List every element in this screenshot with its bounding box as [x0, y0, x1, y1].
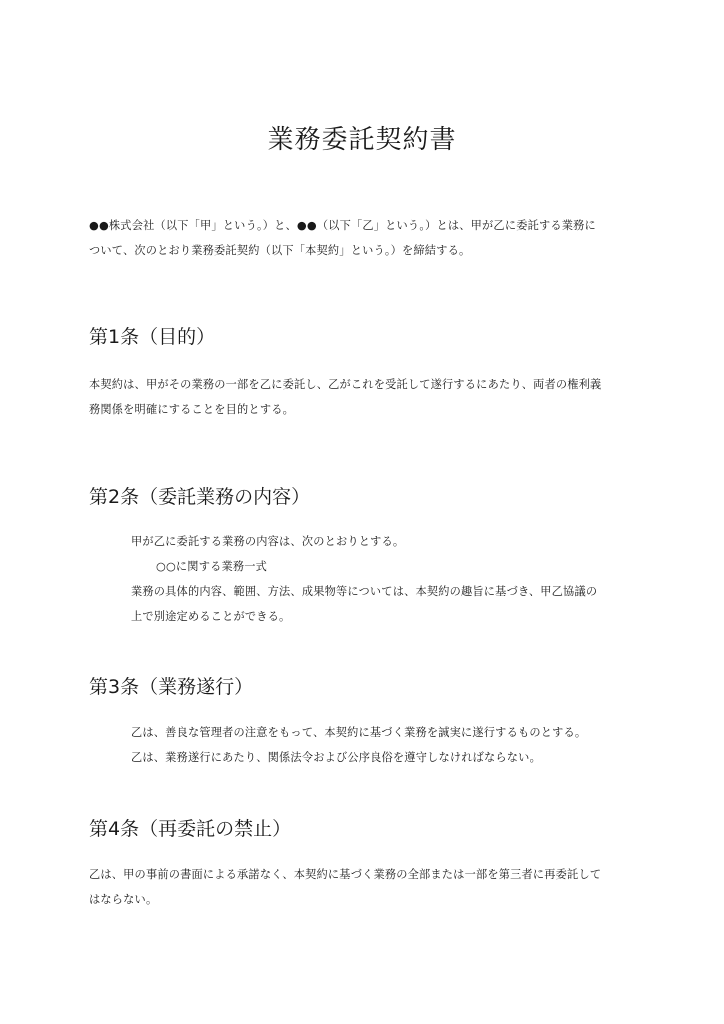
document-title: 業務委託契約書: [267, 125, 457, 155]
article-2-text: 業務の具体的内容、範囲、方法、成果物等については、本契約の趣旨に基づき、甲乙協議の: [131, 585, 598, 598]
article-1-heading: 第1条（目的）: [89, 326, 216, 348]
article-2-heading: 第2条（委託業務の内容）: [89, 486, 311, 508]
article-1-text: 本契約は、甲がその業務の一部を乙に委託し、乙がこれを受託して遂行するにあたり、両者の権利義: [89, 378, 602, 391]
article-3-heading: 第3条（業務遂行）: [89, 676, 254, 698]
preamble-line: ●●株式会社（以下「甲」という。）と、●●（以下「乙」という。）とは、甲が乙に委託する業務に: [89, 219, 596, 232]
article-2-item: ○○に関する業務一式: [156, 560, 268, 573]
article-3-text: 乙は、業務遂行にあたり、関係法令および公序良俗を遵守しなければならない。: [131, 751, 541, 764]
article-2-text: 上で別途定めることができる。: [131, 610, 291, 623]
article-1-text: 務関係を明確にすることを目的とする。: [89, 403, 294, 416]
article-4-text: はならない。: [89, 893, 158, 906]
article-4-text: 乙は、甲の事前の書面による承諾なく、本契約に基づく業務の全部または一部を第三者に再委託して: [89, 868, 602, 881]
article-3-text: 乙は、善良な管理者の注意をもって、本契約に基づく業務を誠実に遂行するものとする。: [131, 726, 587, 739]
article-2-text: 甲が乙に委託する業務の内容は、次のとおりとする。: [131, 535, 405, 548]
preamble-line: ついて、次のとおり業務委託契約（以下「本契約」という。）を締結する。: [89, 244, 471, 257]
article-4-heading: 第4条（再委託の禁止）: [89, 818, 292, 840]
